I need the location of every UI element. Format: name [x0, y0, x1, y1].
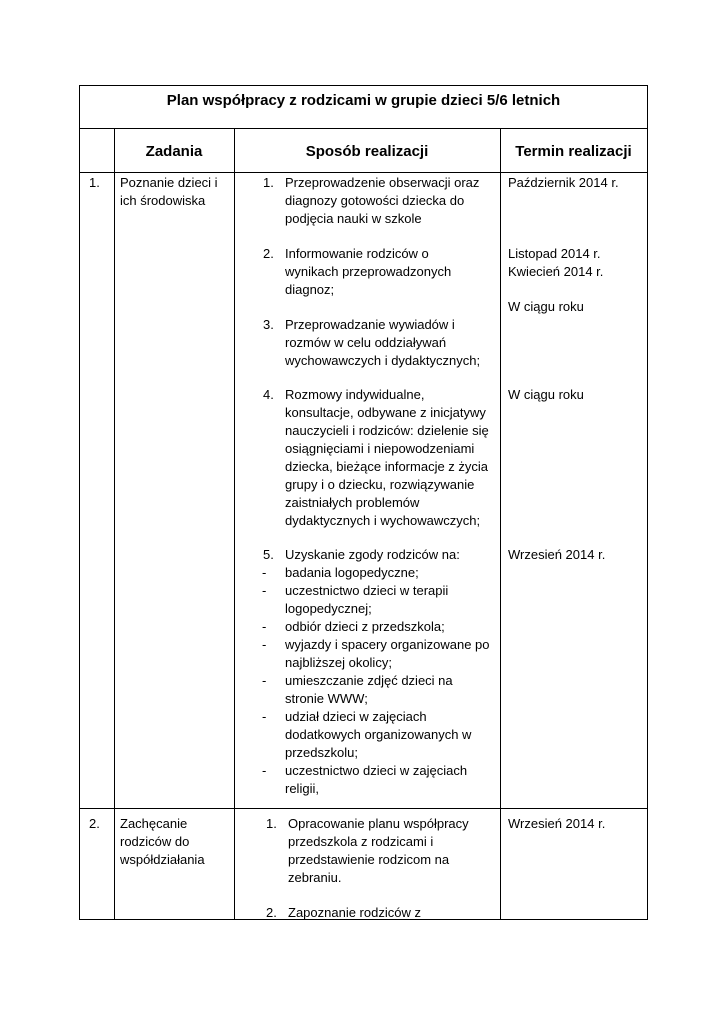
- row-2-task-line: współdziałania: [120, 852, 205, 867]
- col-divider-3: [500, 128, 501, 919]
- row-1-item-line: Przeprowadzanie wywiadów i: [285, 317, 455, 332]
- row-1-term: W ciągu roku: [508, 387, 584, 402]
- consent-item-line: logopedycznej;: [285, 601, 372, 616]
- header-method: Sposób realizacji: [305, 143, 429, 160]
- row-1-term: Wrzesień 2014 r.: [508, 547, 606, 562]
- dash-bullet: -: [262, 583, 267, 598]
- row-1-item-line: zaistniałych problemów: [285, 495, 420, 510]
- consent-item-line: uczestnictwo dzieci w terapii: [285, 583, 449, 598]
- header-term: Termin realizacji: [515, 143, 632, 160]
- row-1-item-line: Przeprowadzenie obserwacji oraz: [285, 175, 480, 190]
- row-2-task-line: Zachęcanie: [120, 816, 188, 831]
- row-1-item-line: dydaktycznych i wychowawczych;: [285, 513, 481, 528]
- col-divider-1: [114, 128, 115, 919]
- consent-item-line: religii,: [285, 781, 319, 796]
- dash-bullet: -: [262, 673, 267, 688]
- row-2-number: 2.: [89, 816, 100, 831]
- row-1-item-line: diagnozy gotowości dziecka do: [285, 193, 465, 208]
- row-2-item-line: Opracowanie planu współpracy: [288, 816, 469, 831]
- row-2-term: Wrzesień 2014 r.: [508, 816, 606, 831]
- row-1-item-line: Informowanie rodziców o: [285, 246, 429, 261]
- consent-item-line: umieszczanie zdjęć dzieci na: [285, 673, 453, 688]
- row-2-item-number: 2.: [266, 905, 277, 920]
- row-1-item-line: rozmów w celu oddziaływań: [285, 335, 447, 350]
- row-1-item-number: 2.: [263, 246, 274, 261]
- consent-item-line: odbiór dzieci z przedszkola;: [285, 619, 445, 634]
- row-1-task-line: ich środowiska: [120, 193, 206, 208]
- row-1-item-number: 3.: [263, 317, 274, 332]
- consent-item-line: udział dzieci w zajęciach: [285, 709, 427, 724]
- row-1-number: 1.: [89, 175, 100, 190]
- row-2-item-line: zebraniu.: [288, 870, 342, 885]
- consent-item-line: wyjazdy i spacery organizowane po: [285, 637, 490, 652]
- row-1-item-line: dziecka, bieżące informacje z życia: [285, 459, 489, 474]
- row-1-term: Październik 2014 r.: [508, 175, 619, 190]
- row-1-term: W ciągu roku: [508, 299, 584, 314]
- row-1-item-line: wynikach przeprowadzonych: [285, 264, 452, 279]
- row-1-item-line: Uzyskanie zgody rodziców na:: [285, 547, 460, 562]
- row-1-item-number: 4.: [263, 387, 274, 402]
- row-1-item-line: grupy i o dziecku, rozwiązywanie: [285, 477, 475, 492]
- consent-item-line: uczestnictwo dzieci w zajęciach: [285, 763, 468, 778]
- consent-item-line: przedszkolu;: [285, 745, 358, 760]
- dash-bullet: -: [262, 637, 267, 652]
- header-divider: [80, 172, 647, 173]
- row-2-item-line: przedstawienie rodzicom na: [288, 852, 450, 867]
- row-divider: [80, 808, 647, 809]
- row-2-task-line: rodziców do: [120, 834, 190, 849]
- table-title: Plan współpracy z rodzicami w grupie dzieci 5/6 letnich: [166, 92, 561, 109]
- row-1-item-line: podjęcia nauki w szkole: [285, 211, 422, 226]
- row-1-item-line: wychowawczych i dydaktycznych;: [285, 353, 481, 368]
- dash-bullet: -: [262, 619, 267, 634]
- dash-bullet: -: [262, 565, 267, 580]
- dash-bullet: -: [262, 763, 267, 778]
- consent-item-line: dodatkowych organizowanych w: [285, 727, 472, 742]
- row-1-item-line: osiągnięciami i niepowodzeniami: [285, 441, 475, 456]
- row-2-item-line: Zapoznanie rodziców z: [288, 905, 421, 920]
- row-1-item-line: diagnoz;: [285, 282, 335, 297]
- plan-table: [79, 85, 648, 920]
- header-tasks: Zadania: [145, 143, 203, 160]
- row-1-item-number: 5.: [263, 547, 274, 562]
- row-1-item-line: konsultacje, odbywane z inicjatywy: [285, 405, 486, 420]
- row-1-item-line: nauczycieli i rodziców: dzielenie się: [285, 423, 489, 438]
- row-1-term: Kwiecień 2014 r.: [508, 264, 604, 279]
- title-divider: [80, 128, 647, 129]
- consent-item-line: stronie WWW;: [285, 691, 368, 706]
- row-1-item-number: 1.: [263, 175, 274, 190]
- row-2-item-line: przedszkola z rodzicami i: [288, 834, 434, 849]
- consent-item-line: najbliższej okolicy;: [285, 655, 392, 670]
- row-1-term: Listopad 2014 r.: [508, 246, 601, 261]
- col-divider-2: [234, 128, 235, 919]
- row-2-item-number: 1.: [266, 816, 277, 831]
- row-1-item-line: Rozmowy indywidualne,: [285, 387, 425, 402]
- consent-item-line: badania logopedyczne;: [285, 565, 419, 580]
- row-1-task-line: Poznanie dzieci i: [120, 175, 218, 190]
- dash-bullet: -: [262, 709, 267, 724]
